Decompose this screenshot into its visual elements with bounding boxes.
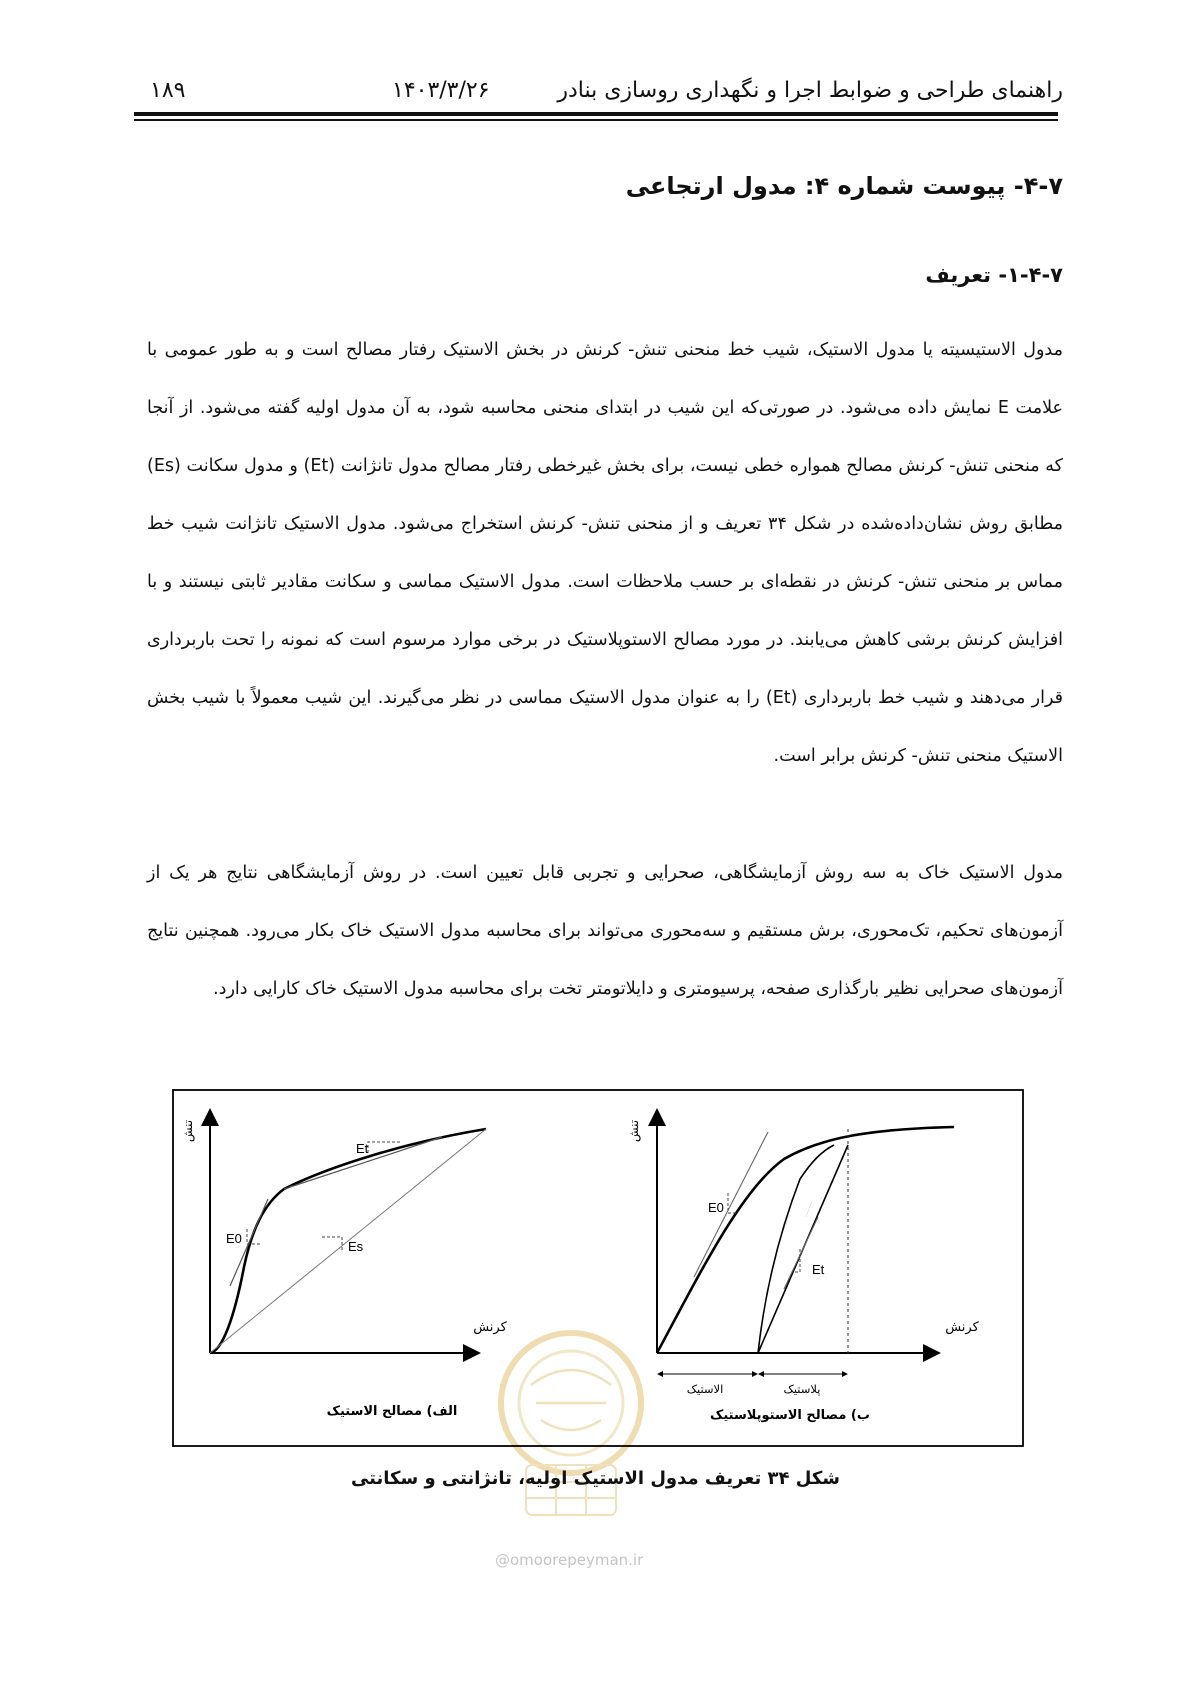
label-et: Et: [356, 1141, 369, 1156]
right-y-axis-label: تنش: [627, 1119, 641, 1143]
figure-34: [172, 1089, 1024, 1447]
elastic-zone-label: الاستیک: [686, 1382, 724, 1396]
right-e0-tangent-line: [694, 1132, 768, 1277]
es-slope-triangle: [322, 1237, 342, 1252]
header-rule-thin: [134, 119, 1058, 121]
subsection-heading: ۱-۴-۷- تعریف: [925, 263, 1063, 287]
unload-arrow: [806, 1201, 812, 1217]
left-panel: [181, 1117, 508, 1419]
label-e0: E0: [226, 1231, 242, 1246]
right-et-line: [784, 1217, 818, 1289]
left-y-axis-label: تنش: [181, 1119, 195, 1143]
right-label-e0: E0: [708, 1200, 724, 1215]
right-panel-caption: ب) مصالح الاستوپلاستیک: [710, 1408, 870, 1423]
right-e0-slope-triangle: [728, 1193, 738, 1213]
header-rule-thick: [134, 112, 1058, 116]
right-loading-curve: [657, 1127, 954, 1353]
figure-frame: [173, 1090, 1023, 1446]
reload-curve: [758, 1145, 834, 1353]
running-header-title: راهنمای طراحی و ضوابط اجرا و نگهداری روسازی بنادر: [557, 78, 1063, 103]
left-panel-caption: الف) مصالح الاستیک: [326, 1404, 458, 1419]
watermark-text: @omoorepeyman.ir: [495, 1551, 644, 1569]
right-label-et: Et: [812, 1262, 825, 1277]
body-paragraph-1: مدول الاستیسیته یا مدول الاستیک، شیب خط منحنی تنش- کرنش در بخش الاستیک رفتار مصالح است و به طور عمومی با علامت E نمایش داده می‌شود. در صورتی‌که این شیب در ابتدای منحنی محاسبه شود، به آن مدول اولیه گفته می‌شود. از آنجا که منحنی تنش- کرنش مصالح همواره خطی نیست، برای بخش غیرخطی رفتار مصالح مدول تانژانت (Et) و مدول سکانت (Es) مطابق روش نشان‌داده‌شده در شکل ۳۴ تعریف و از منحنی تنش- کرنش استخراج می‌شود. مدول الاستیک تانژانت شیب خط مماس بر منحنی تنش- کرنش در نقطه‌ای بر حسب ملاحظات است. مدول الاستیک مماسی و سکانت مقادیر ثابتی نیستند و با افزایش کرنش برشی کاهش می‌یابند. در مورد مصالح الاستوپلاستیک در برخی موارد مرسوم است که نمونه را تحت باربرداری قرار می‌دهند و شیب خط باربرداری (Et) را به عنوان مدول الاستیک مماسی در نظر می‌گیرند. این شیب معمولاً با شیب بخش الاستیک منحنی تنش- کرنش برابر است.: [147, 340, 1064, 766]
body-paragraph-2: مدول الاستیک خاک به سه روش آزمایشگاهی، صحرایی و تجربی قابل تعیین است. در روش آزمایشگاهی نتایج هر یک از آزمون‌های تحکیم، تک‌محوری، برش مستقیم و سه‌محوری می‌تواند برای محاسبه مدول الاستیک خاک بکار می‌رود. همچنین نتایج آزمون‌های صحرایی نظیر بارگذاری صفحه، پرسیومتری و دایلاتومتر تخت برای محاسبه مدول الاستیک خاک کارایی دارد.: [147, 863, 1063, 999]
plastic-zone-label: پلاستیک: [783, 1382, 821, 1396]
running-header-date: ۱۴۰۳/۳/۲۶: [392, 78, 490, 103]
label-es: Es: [348, 1239, 364, 1254]
loading-arrow-down: [276, 1186, 290, 1196]
section-heading: ۴-۷- پیوست شماره ۴: مدول ارتجاعی: [625, 172, 1063, 200]
right-x-axis-label: کرنش: [945, 1320, 979, 1335]
page-number: ۱۸۹: [150, 78, 186, 103]
figure-caption: شکل ۳۴ تعریف مدول الاستیک اولیه، تانژانتی و سکانتی: [350, 1468, 841, 1489]
left-x-axis-label: کرنش: [473, 1320, 507, 1335]
right-panel: [627, 1117, 980, 1423]
